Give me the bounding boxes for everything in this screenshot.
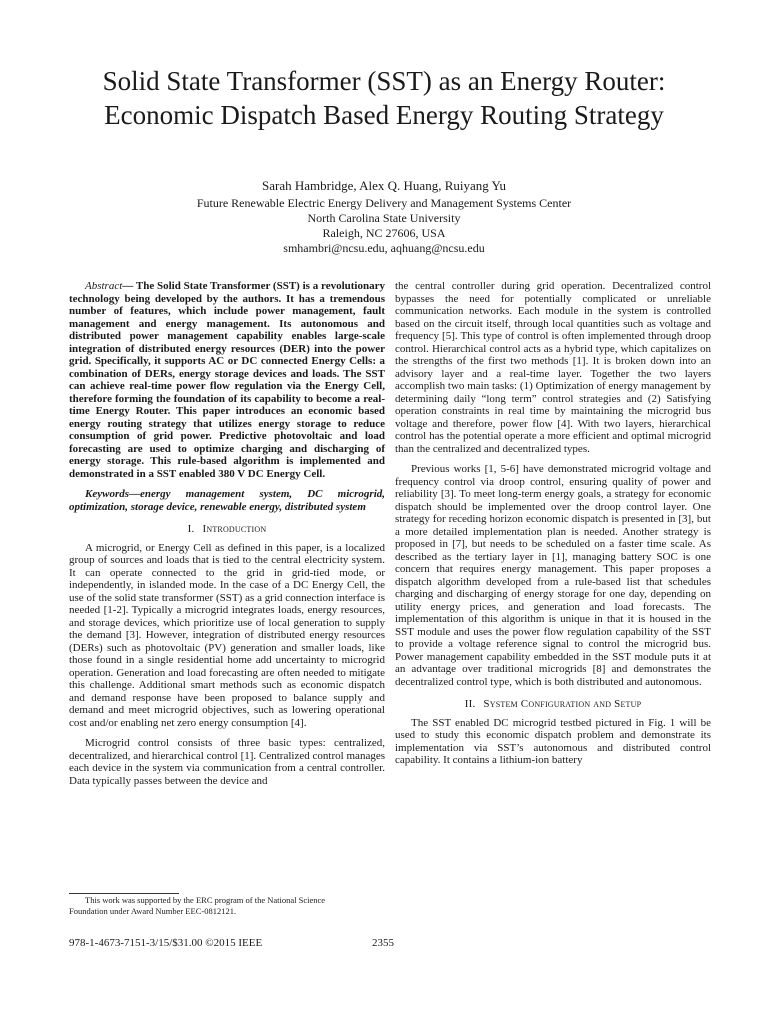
author-names: Sarah Hambridge, Alex Q. Huang, Ruiyang Yu [262,178,506,193]
city: Raleigh, NC 27606, USA [322,226,446,240]
footnote-line-2: Foundation under Award Number EEC-0812121. [69,906,237,916]
keywords-lead: Keywords [85,488,129,500]
footnote [69,895,385,917]
keywords [69,488,385,513]
section-heading-system [395,698,711,711]
abstract-lead: Abstract [85,280,123,292]
isbn-copyright: 978-1-4673-7151-3/15/$31.00 ©2015 IEEE [69,937,263,949]
title-line-2: Economic Dispatch Based Energy Routing Strategy [104,100,664,130]
section-heading-introduction [69,523,385,536]
university: North Carolina State University [307,211,461,225]
abstract [69,280,385,480]
right-paragraph-2: Previous works [1, 5-6] have demonstrated microgrid voltage and frequency control via droop control, ensuring quality of power and reliability [3]. To meet long-term energy goals, a strategy for economic dispatch should be implemented over the droop control layer. One strategy for receding horizon economic dispatch is presented in [3], but a more detailed implementation plan is needed. Another strategy is proposed in [7], but needs to be scheduled on a faster time scale. As described as the tertiary layer in [1], managing battery SOC is one concern that requires energy management. This paper proposes a dispatch algorithm developed from a rule-based list that schedules charging and discharging of energy storage for one day, depending on utility energy prices, and generation and load forecasts. The implementation of this algorithm is unique in that it is housed in the SST module and uses the power flow regulation capability of the SST to provide a voltage reference signal to control the microgrid bus. Power management capability embedded in the SST module puts it at an advantage over traditional microgrids [8] and demonstrates the decentralized control type, which is both distributed and autonomous. [395,463,711,688]
system-paragraph-1: The SST enabled DC microgrid testbed pictured in Fig. 1 will be used to study this economic dispatch problem and demonstrate its implementation via SST’s autonomous and distributed control capability. It contains a lithium-ion battery [395,716,711,766]
section-title: System Configuration and Setup [483,698,642,710]
title-line-1: Solid State Transformer (SST) as an Energy Router: [102,66,666,96]
right-paragraph-1: the central controller during grid operation. Decentralized control bypasses the need for potentially complicated or unreliable communication networks. Each module in the system is controlled based on the circuit itself, through local quantities such as voltage and frequency [5]. This type of control is often implemented through droop control. Hierarchical control acts as a hybrid type, which capitalizes on the strengths of the first two methods [1]. It is broken down into an advisory layer and a real-time layer. Together the two layers accomplish two main tasks: (1) Optimization of energy management by determining daily “long term” control strategies and (2) Satisfying operation constraints in real time by maintaining the microgrid bus voltage and therefore, power flow [4]. With two layers, hierarchical control has the potential operate a more efficient and optimal microgrid than the centralized and decentralized types. [395,280,711,455]
paper-title [40,64,728,132]
keywords-text: —energy management system, DC microgrid, optimization, storage device, renewable energy, distributed system [69,488,385,513]
left-column [69,280,385,795]
footnote-divider [69,893,179,894]
section-number: II. [464,698,476,710]
intro-paragraph-2: Microgrid control consists of three basic types: centralized, decentralized, and hierarchical control [1]. Centralized control manages each device in the system via communication from a central controller. Data typically passes between the device and [69,737,385,787]
author-emails: smhambri@ncsu.edu, aqhuang@ncsu.edu [283,241,485,255]
intro-paragraph-1: A microgrid, or Energy Cell as defined in this paper, is a localized group of sources and loads that is tied to the central electricity system. It can operate connected to the grid in grid-tied mode, or independently, in islanded mode. In the case of a DC Energy Cell, the use of the solid state transformer (SST) as a grid connection interface is needed [1-2]. Typically a microgrid integrates loads, energy resources, and storage devices, which prioritize use of local generation to supply the demand [3]. However, integration of distributed energy resources (DERs) such as photovoltaic (PV) generation and smaller loads, like those found in a single residential home add uncertainty to microgrid operation. Generation and load forecasting are often needed to mitigate this challenge. Additional smart methods such as economic dispatch and demand response have been proposed to balance supply and demand and meet microgrid objectives, such as lowering operational cost and/or enabling net zero energy consumption [4]. [69,541,385,729]
abstract-text: — The Solid State Transformer (SST) is a revolutionary technology being developed by the authors. It has a tremendous number of features, which include power management, fault management and energy management. Its autonomous and distributed power management capability enables large-scale integration of distributed energy resources (DER) into the power grid. Specifically, it supports AC or DC connected Energy Cells: a combination of DERs, energy storage devices and loads. The SST can achieve real-time power flow regulation via the Energy Cell, therefore forming the foundation of its capability to become a real-time Energy Router. This paper introduces an economic based energy routing strategy that utilizes energy storage to reduce consumption of grid power. Predictive photovoltaic and load forecasting are used to optimize charging and discharging of energy storage. This rule-based algorithm is implemented and demonstrated in a SST enabled 380 V DC Energy Cell. [69,280,385,480]
page-number: 2355 [372,937,394,949]
footnote-line-1: This work was supported by the ERC program of the National Science [85,895,326,905]
section-title: Introduction [202,523,267,535]
author-block [40,178,728,256]
affiliation: Future Renewable Electric Energy Delivery and Management Systems Center [196,196,572,210]
right-column [395,280,711,775]
section-number: I. [187,523,195,535]
